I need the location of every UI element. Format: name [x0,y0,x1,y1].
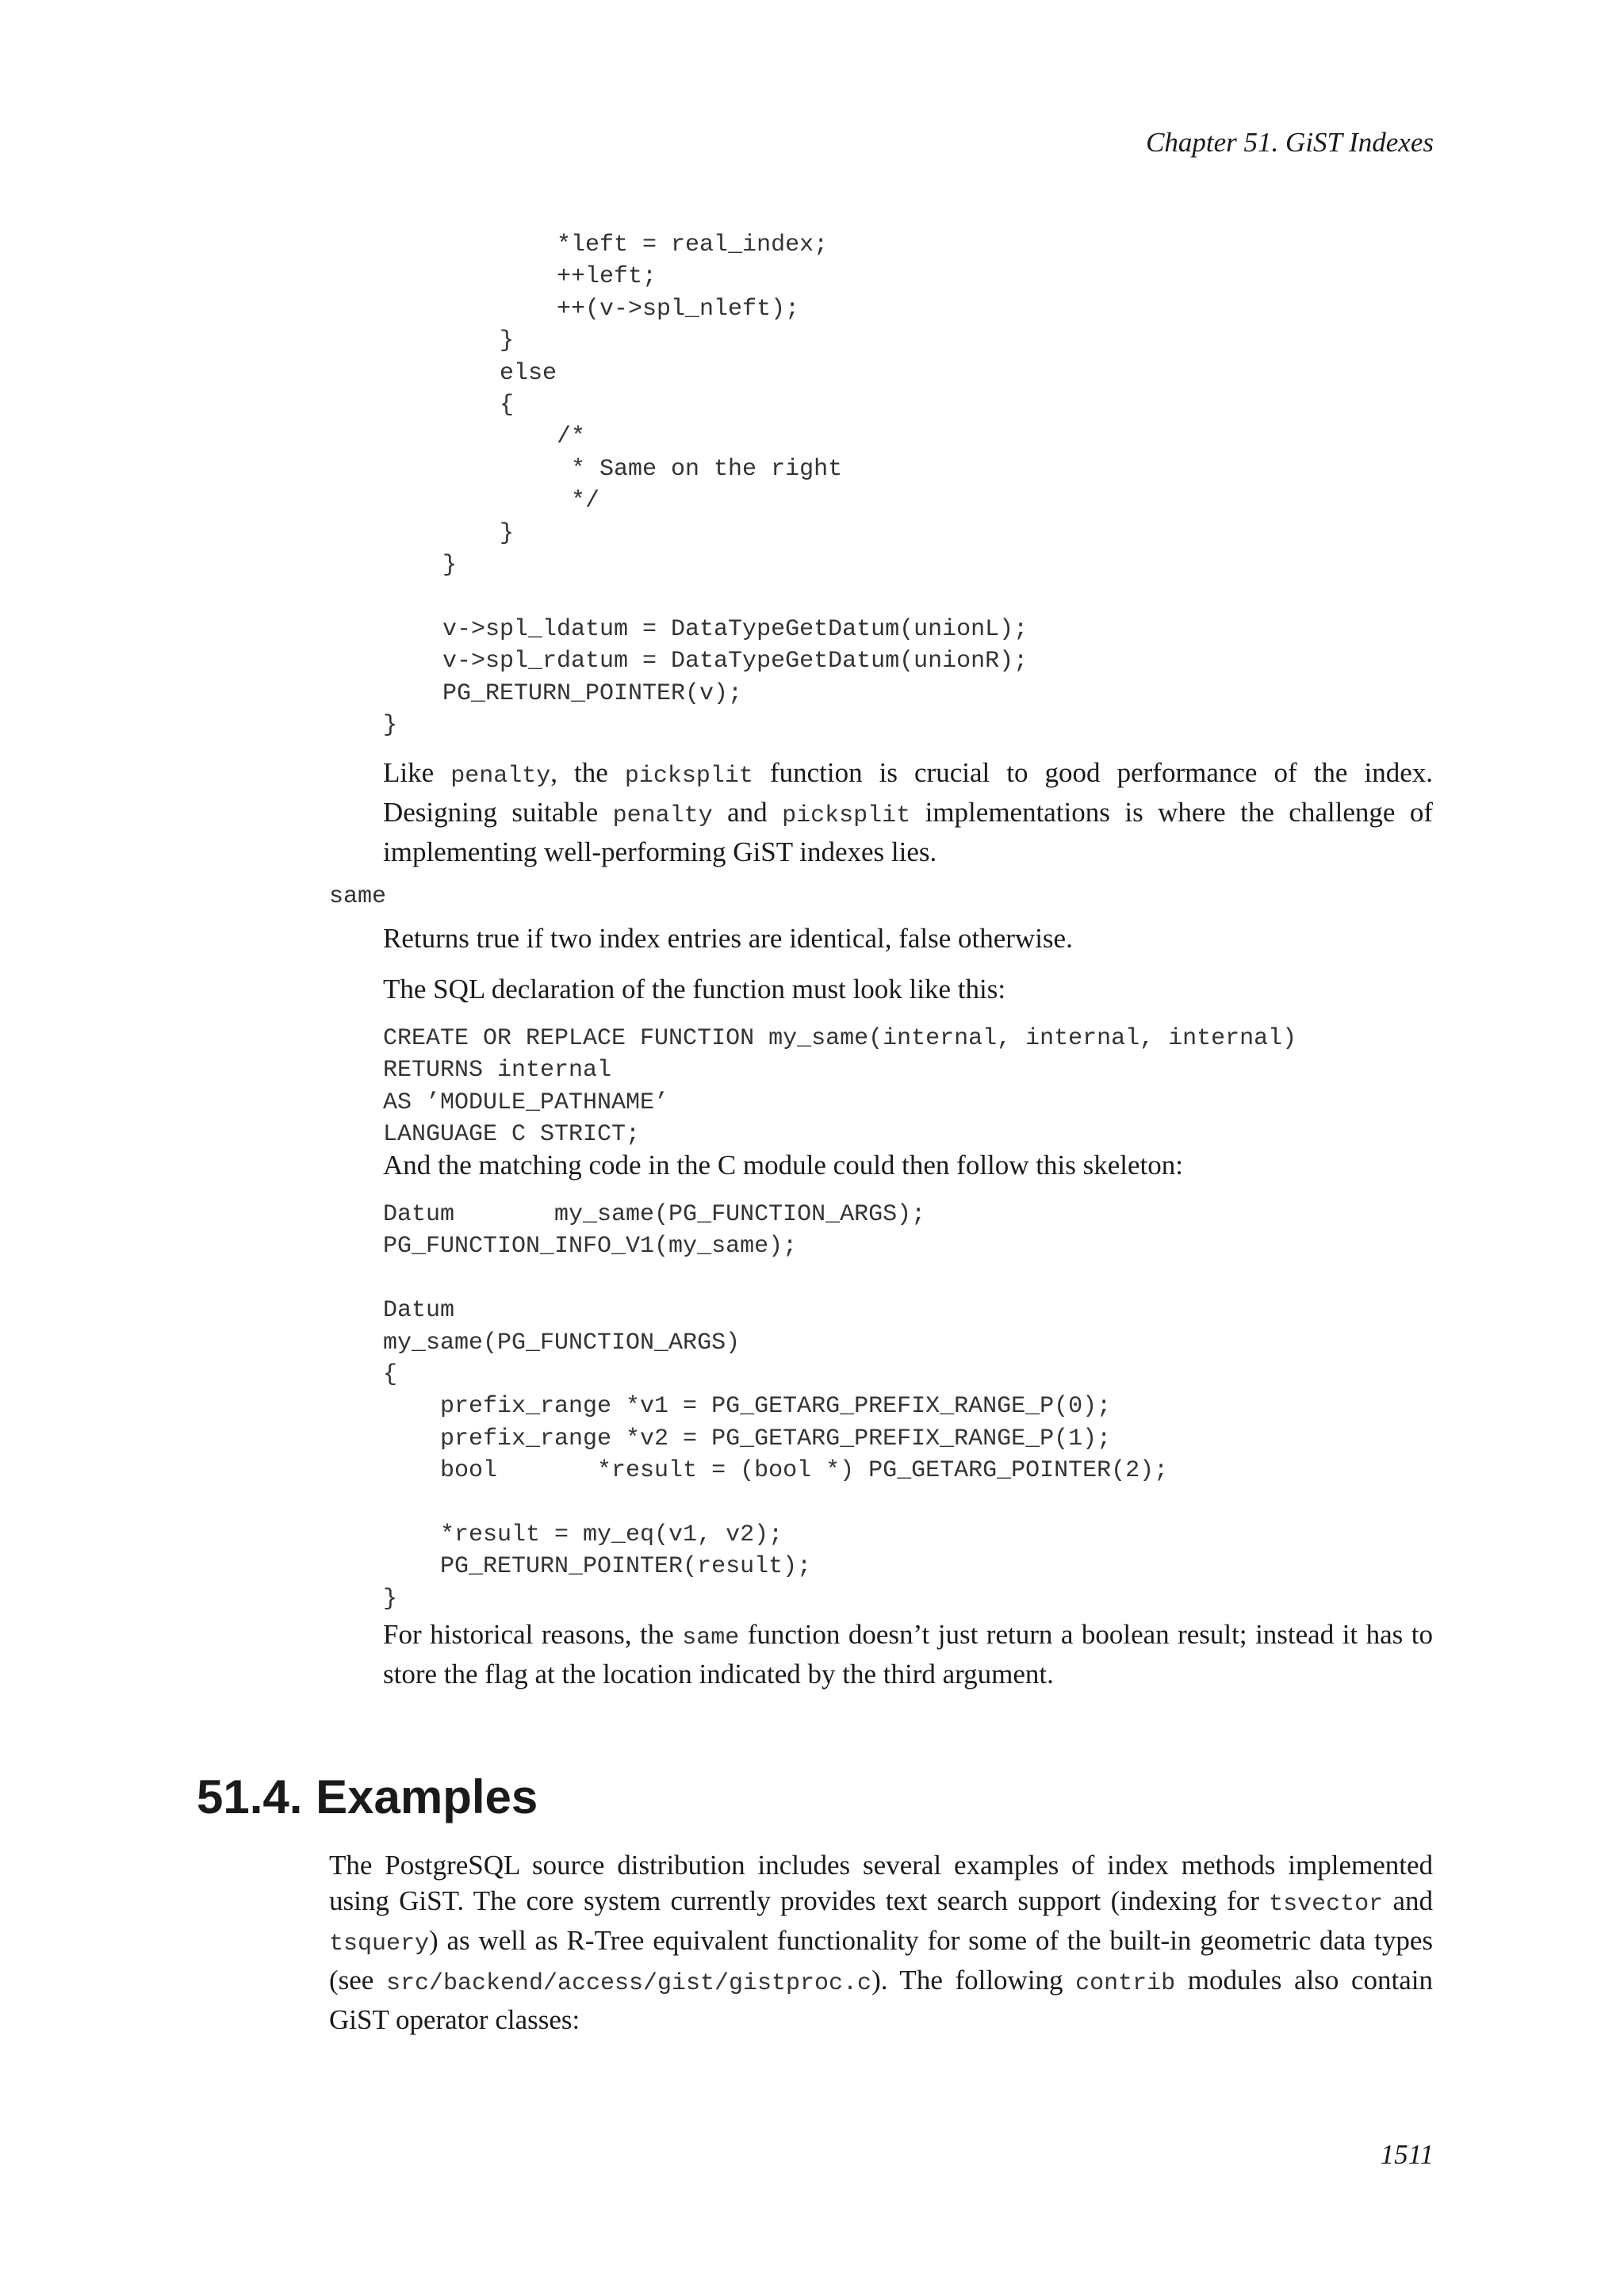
code-closing-brace: } [383,712,398,740]
inline-code: picksplit [624,763,753,790]
text-segment: , the [550,757,625,788]
historical-paragraph [383,1617,1433,1692]
same-description: Returns true if two index entries are identical, false otherwise. [383,923,1073,954]
code-text: *left = real_index; ++left; ++(v->spl_nleft); } else { /* * Same on the right */ } } v->spl_ldatum = DataTypeGetDatum(unionL); v->spl_rdatum = DataTypeGetDatum(unionR); PG_RETURN_POINTER(v); [442,232,1028,707]
text-segment: and [1383,1885,1433,1916]
text-segment: ). The following [871,1965,1076,1996]
section-title: 51.4. Examples [197,1770,538,1823]
text-segment: Like [383,757,451,788]
text-segment: and [712,797,783,828]
text-segment: ) as well as R-Tree equivalent functionality for some of the built-in geometric data types (see [329,1925,1433,1996]
term-same: same [329,883,387,910]
text-segment: implementations is where the challenge of implementing well-performing GiST indexes lies. [383,797,1433,867]
inline-code: src/backend/access/gist/gistproc.c [385,1970,872,1997]
inline-code: same [682,1624,740,1651]
running-header: Chapter 51. GiST Indexes [1146,127,1434,158]
inline-code: picksplit [782,802,911,829]
text-segment: modules also contain GiST operator classes: [329,1965,1433,2035]
picksplit-paragraph [383,755,1433,870]
skeleton-intro: And the matching code in the C module could then follow this skeleton: [383,1150,1183,1181]
inline-code: contrib [1075,1970,1176,1997]
text-segment: function doesn’t just return a boolean result; instead it has to store the flag at the location indicated by the third argument. [383,1619,1433,1689]
inline-code: penalty [612,802,713,829]
inline-code: penalty [450,763,551,790]
code-block-picksplit-end [383,229,1028,742]
sql-intro: The SQL declaration of the function must look like this: [383,974,1006,1004]
text-segment: For historical reasons, the [383,1619,683,1650]
page-number: 1511 [1380,2139,1434,2170]
inline-code: tsvector [1269,1891,1384,1918]
examples-paragraph [329,1847,1433,2038]
sql-declaration-code: CREATE OR REPLACE FUNCTION my_same(internal, internal, internal) RETURNS internal AS ’MODULE_PATHNAME’ LANGUAGE C STRICT; [383,1025,1297,1149]
c-skeleton-code: Datum my_same(PG_FUNCTION_ARGS); PG_FUNCTION_INFO_V1(my_same); Datum my_same(PG_FUNCTION_ARGS) { prefix_range *v1 = PG_GETARG_PREFIX_RANGE_P(0); prefix_range *v2 = PG_GETARG_PREFIX_RANGE_P(1); bool *result = (bool *) PG_GETARG_POINTER(2); *result = my_eq(v1, v2); PG_RETURN_POINTER(result); } [383,1201,1169,1613]
text-segment: function is crucial to good performance of the index. Designing suitable [383,757,1434,828]
inline-code: tsquery [329,1931,430,1957]
text-segment: The PostgreSQL source distribution includes several examples of index methods implemented using GiST. The core system currently provides text search support (indexing for [329,1850,1433,1916]
